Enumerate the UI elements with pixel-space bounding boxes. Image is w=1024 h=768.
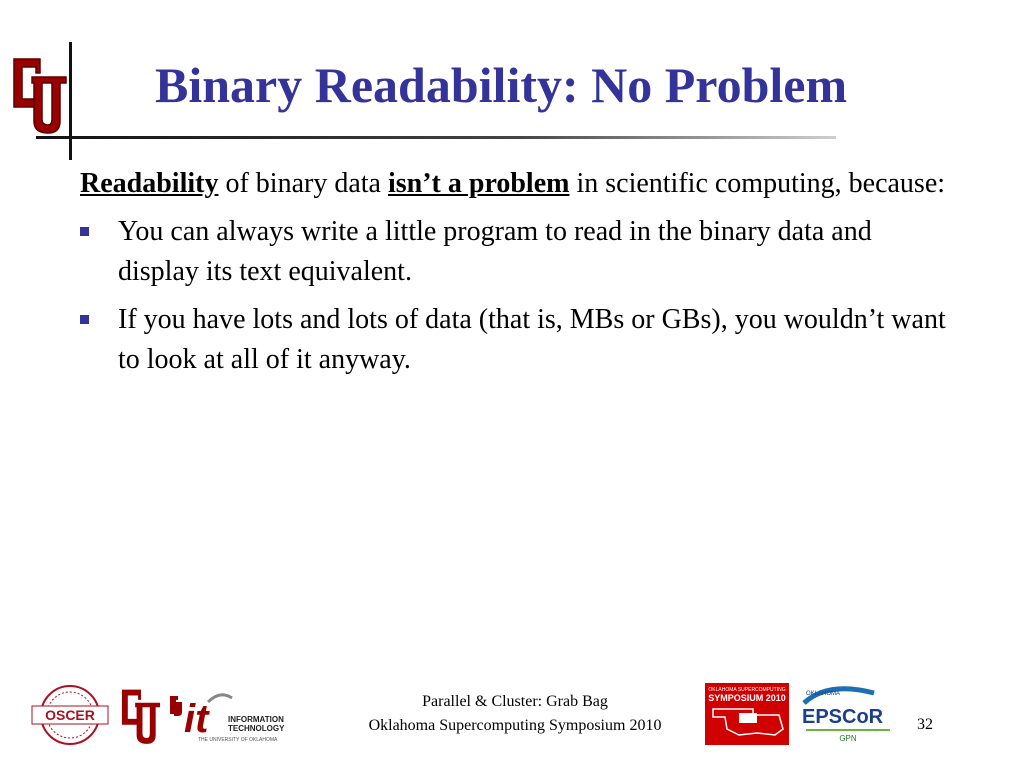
epscor-logo [798, 683, 898, 747]
ou-footer-logo [119, 686, 163, 746]
footer-line-2: Oklahoma Supercomputing Symposium 2010 [368, 717, 662, 734]
it-title: INFORMATION [228, 715, 284, 724]
bullet-item [80, 300, 950, 380]
bullet-item [80, 212, 950, 292]
intro-emphasis-readability: Readability [80, 168, 219, 199]
intro-text-2: in scientific computing, because: [569, 168, 946, 199]
title-horizontal-rule [36, 136, 836, 139]
gpn-text: GPN [839, 734, 857, 743]
it-logo [168, 688, 292, 744]
footer [330, 690, 700, 738]
intro-paragraph [80, 164, 950, 204]
ou-logo [10, 55, 70, 135]
symposium-small-text: OKLAHOMA SUPERCOMPUTING [708, 687, 786, 693]
square-bullet-icon [80, 315, 89, 324]
bullet-text: If you have lots and lots of data (that is, MBs or GBs), you wouldn’t want to look at all of it anyway. [118, 304, 946, 375]
bullet-text: You can always write a little program to read in the binary data and display its text equivalent. [118, 216, 872, 287]
it-title-2: TECHNOLOGY [228, 724, 285, 733]
intro-text-1: of binary data [218, 168, 388, 199]
epscor-small-text: OKLAHOMA [806, 691, 841, 697]
slide-body [80, 164, 950, 388]
square-bullet-icon [80, 227, 89, 236]
footer-line-1: Parallel & Cluster: Grab Bag [422, 693, 608, 710]
epscor-text: EPSCoR [802, 706, 884, 728]
bullet-list [80, 212, 950, 380]
symposium-main-text: SYMPOSIUM 2010 [708, 693, 786, 703]
title-vertical-rule [69, 42, 72, 160]
slide-title: Binary Readability: No Problem [155, 57, 848, 113]
it-subtitle: THE UNIVERSITY OF OKLAHOMA [198, 737, 278, 743]
page-number: 32 [917, 716, 933, 733]
intro-emphasis-problem: isn’t a problem [387, 168, 570, 199]
oscer-logo [24, 684, 116, 746]
svg-text:it: it [184, 697, 209, 741]
oscer-label: OSCER [45, 707, 95, 723]
symposium-logo [705, 683, 789, 745]
